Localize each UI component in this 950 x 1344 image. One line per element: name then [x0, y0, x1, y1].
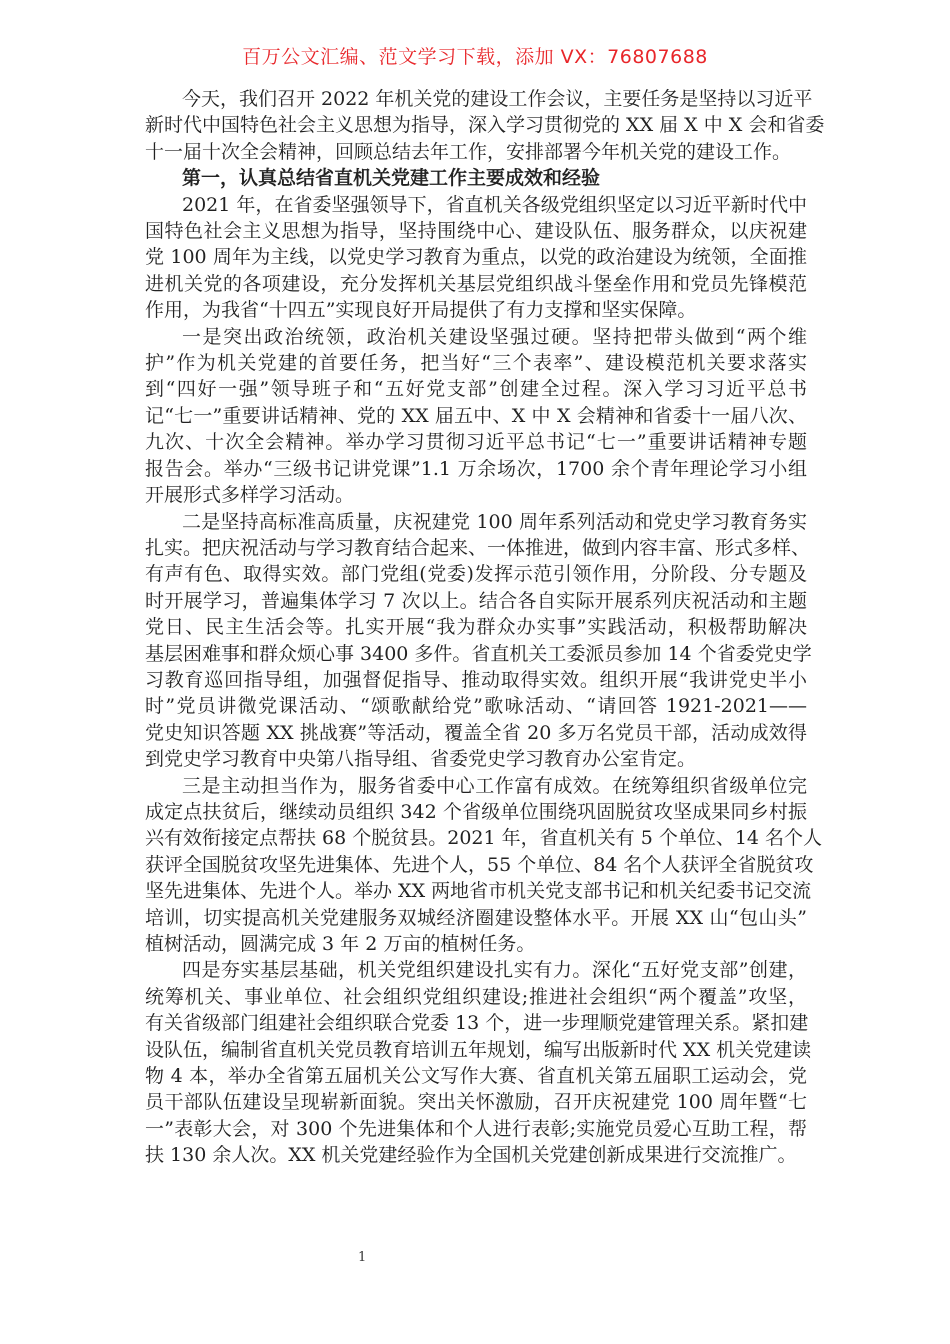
text-line: 党日、民主生活会等。扎实开展“我为群众办实事”实践活动，积极帮助解决: [145, 616, 807, 639]
text-line: 到党史学习教育中央第八指导组、省委党史学习教育办公室肯定。: [145, 748, 697, 771]
text-line: 党 100 周年为主线，以党史学习教育为重点，以党的政治建设为统领，全面推: [145, 246, 807, 269]
paragraph: [145, 509, 812, 773]
paragraph: [145, 86, 825, 165]
paragraph: [145, 192, 807, 324]
text-line: 今天，我们召开 2022 年机关党的建设工作会议，主要任务是坚持以习近平: [182, 88, 813, 110]
text-line: 进机关党的各项建设，充分发挥机关基层党组织战斗堡垒作用和党员先锋模范: [145, 272, 807, 295]
text-line: 四是夯实基层基础，机关党组织建设扎实有力。深化“五好党支部”创建，: [182, 959, 807, 982]
text-line: 基层困难事和群众烦心事 3400 多件。省直机关工委派员参加 14 个省委党史学: [145, 642, 812, 665]
page-number: 1: [358, 1250, 367, 1265]
text-line: 时开展学习，普遍集体学习 7 次以上。结合各自实际开展系列庆祝活动和主题: [145, 589, 807, 612]
text-line: 开展形式多样学习活动。: [145, 484, 355, 507]
text-line: 物 4 本，举办全省第五届机关公文写作大赛、省直机关第五届职工运动会，党: [145, 1065, 807, 1088]
text-line: 时”党员讲微党课活动、“颂歌献给党”歌咏活动、“请回答 1921-2021——: [145, 695, 807, 718]
text-line: 扎实。把庆祝活动与学习教育结合起来、一体推进，做到内容丰富、形式多样、: [145, 536, 811, 559]
text-line: 统筹机关、事业单位、社会组织党组织建设;推进社会组织“两个覆盖”攻坚，: [145, 985, 807, 1008]
text-line: 作用，为我省“十四五”实现良好开局提供了有力支撑和坚实保障。: [145, 299, 697, 322]
text-line: 二是坚持高标准高质量，庆祝建党 100 周年系列活动和党史学习教育务实: [182, 510, 807, 533]
text-line: 有关省级部门组建社会组织联合党委 13 个，进一步理顺党建管理关系。紧扣建: [145, 1012, 809, 1035]
text-line: 十一届十次全会精神，回顾总结去年工作，安排部署今年机关党的建设工作。: [145, 140, 792, 163]
paragraph: [145, 957, 812, 1168]
text-line: 扶 130 余人次。XX 机关党建经验作为全国机关党建创新成果进行交流推广。: [145, 1144, 797, 1167]
text-line: 培训，切实提高机关党建服务双城经济圈建设整体水平。开展 XX 山“包山头”: [145, 906, 807, 929]
text-line: 党史知识答题 XX 挑战赛”等活动，覆盖全省 20 多万名党员干部，活动成效得: [145, 721, 807, 744]
text-line: 2021 年，在省委坚强领导下，省直机关各级党组织坚定以习近平新时代中: [182, 193, 807, 216]
text-line: 设队伍，编制省直机关党员教育培训五年规划，编写出版新时代 XX 机关党建读: [145, 1038, 812, 1061]
text-line: 有声有色、取得实效。部门党组(党委)发挥示范引领作用，分阶段、分专题及: [145, 563, 807, 586]
watermark-header: 百万公文汇编、范文学习下载，添加 VX：76807688: [242, 46, 708, 68]
section-heading: [145, 165, 807, 191]
paragraph: [145, 324, 807, 509]
text-line: 兴有效衔接定点帮扶 68 个脱贫县。2021 年，省直机关有 5 个单位、14 名个人: [145, 827, 823, 850]
paragraph: [145, 773, 823, 958]
text-line: 一是突出政治统领，政治机关建设坚强过硬。坚持把带头做到“两个维: [182, 325, 807, 348]
text-line: 植树活动，圆满完成 3 年 2 万亩的植树任务。: [145, 933, 536, 955]
text-line: 员干部队伍建设呈现崭新面貌。突出关怀激励，召开庆祝建党 100 周年暨“七: [145, 1091, 807, 1114]
text-line: 记“七一”重要讲话精神、党的 XX 届五中、X 中 X 会精神和省委十一届八次、: [145, 404, 807, 427]
text-line: 国特色社会主义思想为指导，坚持围绕中心、建设队伍、服务群众，以庆祝建: [145, 220, 807, 243]
text-line: 报告会。举办“三级书记讲党课”1.1 万余场次，1700 余个青年理论学习小组: [145, 457, 807, 480]
text-line: 一”表彰大会，对 300 个先进集体和个人进行表彰;实施党员爱心互助工程，帮: [145, 1117, 807, 1140]
text-line: 到“四好一强”领导班子和“五好党支部”创建全过程。深入学习习近平总书: [145, 378, 807, 401]
text-line: 习教育巡回指导组，加强督促指导、推动取得实效。组织开展“我讲党史半小: [145, 668, 807, 691]
text-line: 新时代中国特色社会主义思想为指导，深入学习贯彻党的 XX 届 X 中 X 会和省委: [145, 114, 825, 137]
text-line: 三是主动担当作为，服务省委中心工作富有成效。在统筹组织省级单位完: [182, 774, 807, 797]
text-line: 九次、十次全会精神。举办学习贯彻习近平总书记“七一”重要讲话精神专题: [145, 431, 807, 454]
document-body: [145, 86, 825, 1169]
text-line: 第一，认真总结省直机关党建工作主要成效和经验: [182, 167, 601, 190]
text-line: 坚先进集体、先进个人。举办 XX 两地省市机关党支部书记和机关纪委书记交流: [145, 880, 812, 903]
text-line: 成定点扶贫后，继续动员组织 342 个省级单位围绕巩固脱贫攻坚成果同乡村振: [145, 800, 807, 823]
text-line: 获评全国脱贫攻坚先进集体、先进个人，55 个单位、84 名个人获评全省脱贫攻: [145, 853, 814, 876]
text-line: 护”作为机关党建的首要任务，把当好“三个表率”、建设模范机关要求落实: [145, 352, 807, 375]
